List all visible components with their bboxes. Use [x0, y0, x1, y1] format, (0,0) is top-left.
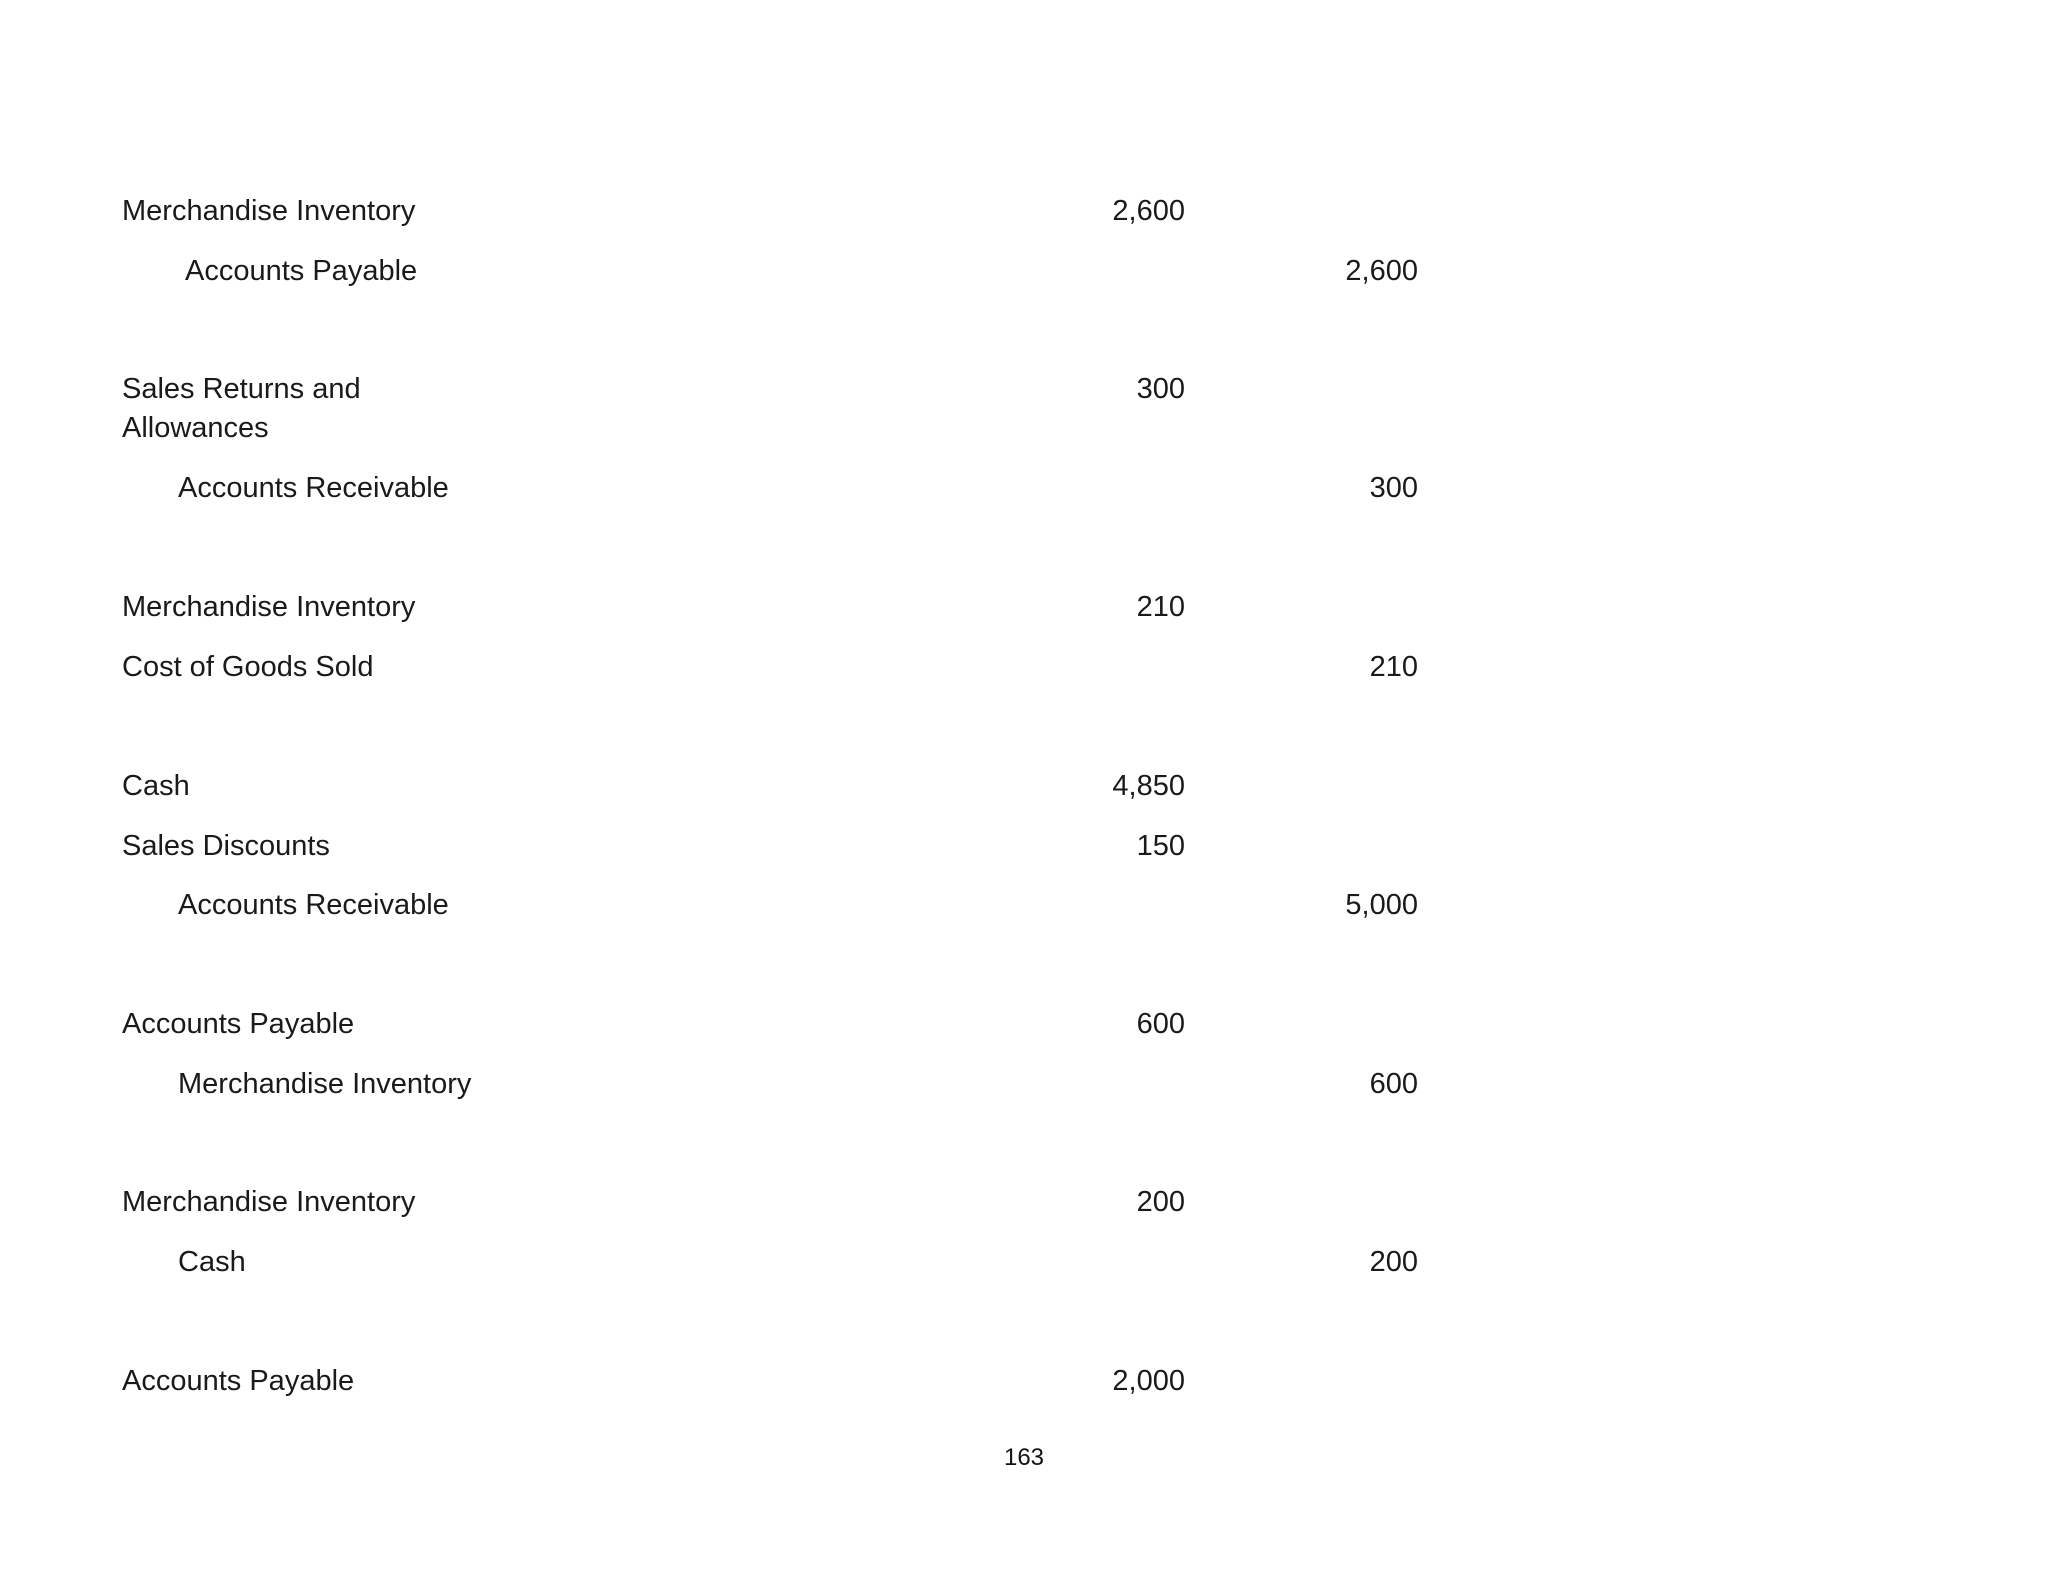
account-name: Accounts Payable — [122, 1365, 355, 1397]
journal-line — [0, 1362, 2048, 1422]
journal-line — [0, 767, 2048, 827]
journal-line — [0, 1243, 2048, 1303]
debit-amount: 2,000 — [1112, 1365, 1185, 1397]
account-name: Sales Discounts — [122, 830, 330, 862]
account-name: Cash — [122, 770, 190, 802]
credit-amount: 300 — [1369, 472, 1418, 504]
credit-amount: 600 — [1369, 1068, 1418, 1100]
journal-line — [0, 1065, 2048, 1125]
debit-amount: 4,850 — [1112, 770, 1185, 802]
credit-amount: 2,600 — [1345, 255, 1418, 287]
journal-line — [0, 192, 2048, 252]
account-name: Accounts Payable — [122, 1008, 355, 1040]
journal-line — [0, 469, 2048, 529]
debit-amount: 200 — [1136, 1186, 1185, 1218]
debit-amount: 150 — [1136, 830, 1185, 862]
debit-amount: 210 — [1136, 591, 1185, 623]
account-name: Merchandise Inventory — [122, 591, 416, 623]
account-name: Accounts Receivable — [178, 472, 449, 504]
account-name: Merchandise Inventory — [122, 195, 416, 227]
account-name: Sales Returns and Allowances — [122, 373, 361, 444]
journal-line — [0, 648, 2048, 708]
journal-line — [0, 588, 2048, 648]
debit-amount: 2,600 — [1112, 195, 1185, 227]
journal-line — [0, 827, 2048, 887]
page-number: 163 — [1003, 1444, 1045, 1471]
account-name: Merchandise Inventory — [122, 1186, 416, 1218]
account-name: Merchandise Inventory — [178, 1068, 472, 1100]
account-name: Cash — [178, 1246, 246, 1278]
journal-line — [0, 252, 2048, 312]
debit-amount: 600 — [1136, 1008, 1185, 1040]
credit-amount: 210 — [1369, 651, 1418, 683]
account-name: Cost of Goods Sold — [122, 651, 374, 683]
journal-line — [0, 370, 2048, 450]
debit-amount: 300 — [1136, 373, 1185, 405]
credit-amount: 5,000 — [1345, 889, 1418, 921]
credit-amount: 200 — [1369, 1246, 1418, 1278]
account-name: Accounts Receivable — [178, 889, 449, 921]
account-name: Accounts Payable — [185, 255, 418, 287]
journal-line — [0, 886, 2048, 946]
journal-line — [0, 1183, 2048, 1243]
journal-line — [0, 1005, 2048, 1065]
